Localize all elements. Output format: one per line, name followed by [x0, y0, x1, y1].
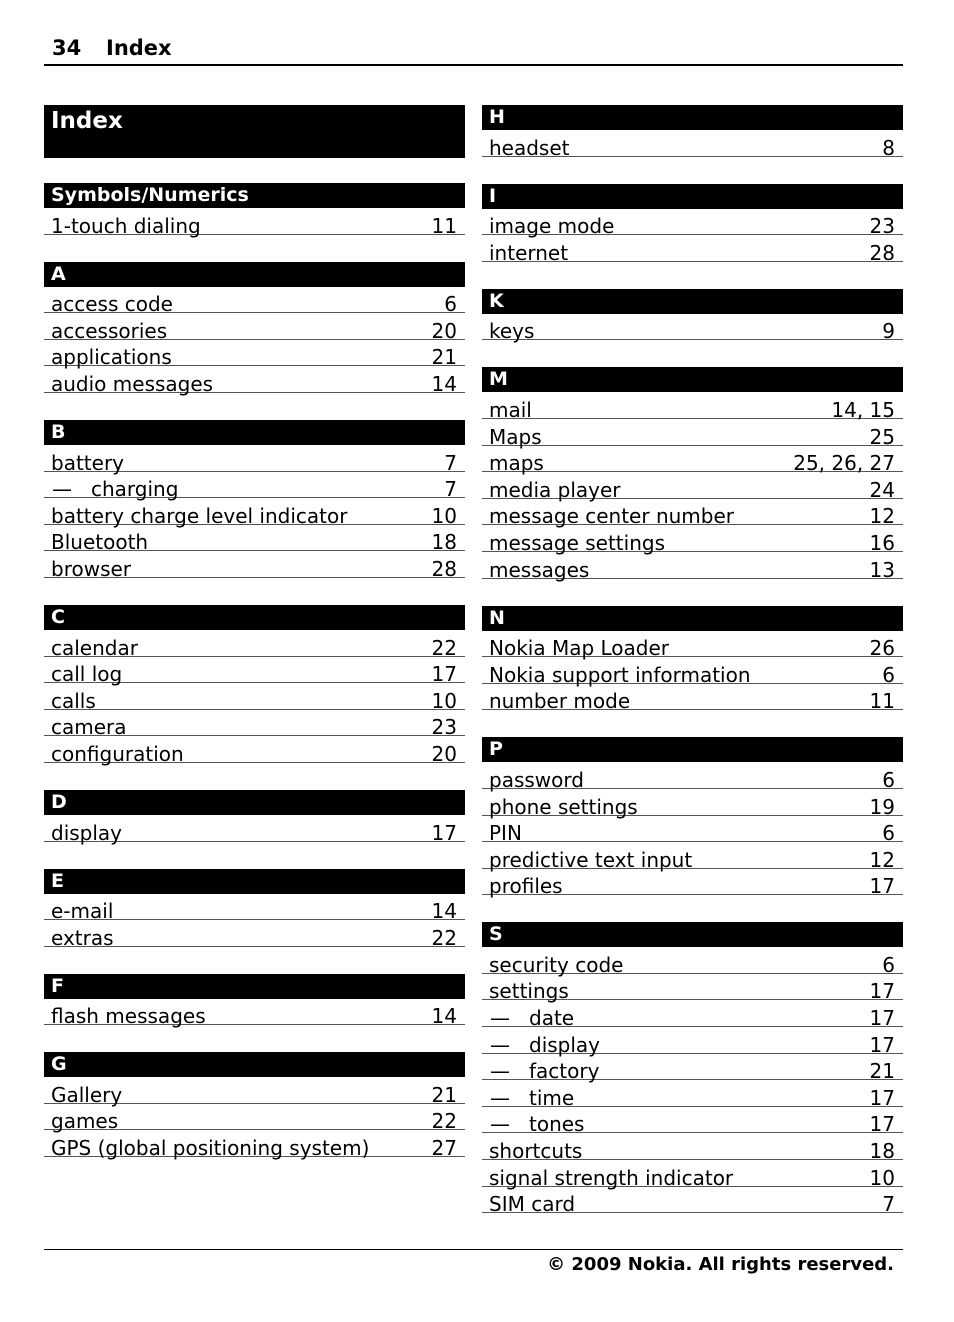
entry-term: Bluetooth: [51, 530, 149, 555]
index-right-column: [482, 105, 903, 1240]
index-entry: [44, 736, 465, 766]
entry-term: messages: [489, 557, 590, 582]
index-entry: [482, 1107, 903, 1137]
entry-page: 16: [869, 530, 895, 555]
page-header: [44, 36, 903, 66]
entry-term: camera: [51, 715, 127, 740]
entry-page: 25, 26, 27: [793, 451, 895, 476]
index-entry: [482, 684, 903, 714]
entry-term: phone settings: [489, 794, 638, 819]
entry-term: games: [51, 1109, 119, 1134]
sub-entry-dash: —: [490, 1032, 510, 1057]
entry-term: tones: [529, 1112, 585, 1137]
entry-page: 13: [869, 557, 895, 582]
entry-term: PIN: [489, 821, 522, 846]
entry-term: audio messages: [51, 371, 214, 396]
entry-term: Gallery: [51, 1082, 123, 1107]
section-heading: M: [482, 367, 903, 392]
index-entry: [482, 472, 903, 502]
index-entry: [482, 1160, 903, 1190]
index-title-block: [44, 105, 465, 158]
entry-term: browser: [51, 556, 132, 581]
index-section: [482, 367, 903, 582]
entry-term: time: [529, 1085, 575, 1110]
entry-page: 20: [431, 741, 457, 766]
entry-term: signal strength indicator: [489, 1165, 734, 1190]
entry-page: 9: [882, 319, 895, 344]
index-section: [44, 790, 465, 845]
index-section: [44, 974, 465, 1029]
entry-page: 28: [869, 240, 895, 265]
entry-term: settings: [489, 979, 569, 1004]
index-entry: [44, 657, 465, 687]
index-entry: [482, 789, 903, 819]
entry-page: 8: [882, 135, 895, 160]
entry-page: 11: [431, 213, 457, 238]
entry-term: battery charge level indicator: [51, 503, 348, 528]
index-entry: [44, 683, 465, 713]
index-section: [482, 105, 903, 160]
entry-page: 14, 15: [831, 397, 895, 422]
index-entry: [482, 1000, 903, 1031]
entry-page: 12: [869, 504, 895, 529]
sub-entry-dash: —: [490, 1085, 510, 1110]
entry-page: 7: [444, 477, 457, 502]
entry-page: 18: [431, 530, 457, 555]
section-heading: I: [482, 184, 903, 209]
index-entry: [482, 209, 903, 239]
entry-term: call log: [51, 662, 123, 687]
entry-page: 25: [869, 424, 895, 449]
index-section: [44, 1052, 465, 1161]
entry-term: date: [529, 1006, 575, 1031]
entry-page: 6: [444, 292, 457, 317]
entry-term: extras: [51, 925, 114, 950]
entry-term: applications: [51, 345, 172, 370]
index-section: [482, 606, 903, 714]
entry-term: shortcuts: [489, 1139, 583, 1164]
entry-term: Nokia support information: [489, 662, 751, 687]
entry-term: flash messages: [51, 1004, 206, 1029]
index-entry: [44, 710, 465, 740]
sub-entry-dash: —: [52, 477, 72, 502]
index-section: [44, 420, 465, 581]
index-entry: [482, 974, 903, 1004]
entry-term: battery: [51, 450, 124, 475]
entry-term: image mode: [489, 214, 615, 239]
index-title: Index: [51, 108, 123, 134]
sub-entry-dash: —: [490, 1059, 510, 1084]
entry-page: 27: [431, 1136, 457, 1161]
entry-page: 17: [869, 1085, 895, 1110]
index-entry: [44, 472, 465, 502]
index-entry: [44, 340, 465, 370]
entry-page: 28: [431, 556, 457, 581]
index-entry: [482, 1054, 903, 1084]
entry-page: 20: [431, 318, 457, 343]
section-heading: D: [44, 790, 465, 815]
entry-page: 10: [431, 503, 457, 528]
index-entry: [44, 287, 465, 317]
entry-term: mail: [489, 397, 532, 422]
entry-page: 17: [869, 1112, 895, 1137]
entry-term: keys: [489, 319, 535, 344]
entry-page: 19: [869, 794, 895, 819]
section-heading: A: [44, 262, 465, 287]
entry-term: headset: [489, 135, 570, 160]
entry-page: 22: [431, 925, 457, 950]
index-entry: [482, 869, 903, 899]
index-entry: [482, 1133, 903, 1164]
copyright-notice: © 2009 Nokia. All rights reserved.: [547, 1254, 894, 1275]
entry-term: calls: [51, 688, 96, 713]
index-entry: [482, 552, 903, 582]
index-entry: [482, 631, 903, 661]
entry-page: 24: [869, 477, 895, 502]
index-entry: [482, 1187, 903, 1217]
entry-page: 21: [869, 1059, 895, 1084]
entry-page: 10: [869, 1165, 895, 1190]
sub-entry-dash: —: [490, 1006, 510, 1031]
entry-term: access code: [51, 292, 173, 317]
entry-term: security code: [489, 952, 624, 977]
section-heading: C: [44, 605, 465, 630]
index-left-column: [44, 105, 465, 1184]
index-entry: [482, 816, 903, 846]
index-section: [44, 605, 465, 766]
index-entry: [44, 366, 465, 396]
index-section: [482, 922, 903, 1217]
index-entry: [44, 815, 465, 845]
entry-page: 11: [869, 689, 895, 714]
header-title: Index: [106, 36, 172, 60]
entry-page: 6: [882, 767, 895, 792]
entry-page: 22: [431, 1109, 457, 1134]
entry-page: 6: [882, 952, 895, 977]
entry-term: maps: [489, 451, 544, 476]
entry-page: 17: [869, 1032, 895, 1057]
entry-term: message settings: [489, 530, 665, 555]
section-heading: K: [482, 289, 903, 314]
index-entry: [482, 446, 903, 476]
index-entry: [44, 999, 465, 1029]
index-entry: [482, 314, 903, 344]
index-entry: [482, 130, 903, 160]
entry-term: number mode: [489, 689, 631, 714]
entry-page: 12: [869, 847, 895, 872]
entry-page: 22: [431, 635, 457, 660]
index-entry: [482, 657, 903, 687]
entry-page: 10: [431, 688, 457, 713]
index-entry: [482, 1080, 903, 1110]
index-section: [482, 737, 903, 899]
entry-page: 7: [882, 1192, 895, 1217]
entry-term: GPS (global positioning system): [51, 1136, 370, 1161]
index-entry: [482, 762, 903, 792]
entry-page: 6: [882, 821, 895, 846]
index-section: [44, 869, 465, 950]
entry-term: message center number: [489, 504, 734, 529]
entry-term: 1-touch dialing: [51, 213, 201, 238]
entry-term: accessories: [51, 318, 168, 343]
index-entry: [482, 419, 903, 449]
index-section: [482, 289, 903, 344]
entry-page: 26: [869, 636, 895, 661]
index-entry: [44, 313, 465, 343]
entry-term: Maps: [489, 424, 542, 449]
entry-term: SIM card: [489, 1192, 576, 1217]
section-heading: E: [44, 869, 465, 894]
entry-term: predictive text input: [489, 847, 693, 872]
entry-term: display: [529, 1032, 601, 1057]
section-heading: G: [44, 1052, 465, 1077]
entry-term: charging: [91, 477, 179, 502]
entry-term: e-mail: [51, 899, 114, 924]
index-entry: [44, 525, 465, 555]
entry-term: display: [51, 820, 123, 845]
index-entry: [482, 499, 903, 529]
sub-entry-dash: —: [490, 1112, 510, 1137]
index-entry: [482, 235, 903, 265]
entry-term: internet: [489, 240, 569, 265]
section-heading: F: [44, 974, 465, 999]
index-entry: [482, 842, 903, 872]
entry-term: Nokia Map Loader: [489, 636, 670, 661]
entry-page: 17: [431, 662, 457, 687]
index-section: [482, 184, 903, 265]
entry-page: 23: [431, 715, 457, 740]
index-entry: [482, 525, 903, 555]
page-number: 34: [52, 36, 82, 60]
index-entry: [44, 894, 465, 924]
entry-page: 17: [431, 820, 457, 845]
entry-term: configuration: [51, 741, 184, 766]
index-entry: [44, 445, 465, 475]
entry-term: factory: [529, 1059, 600, 1084]
section-heading: S: [482, 922, 903, 947]
entry-page: 7: [444, 450, 457, 475]
entry-page: 17: [869, 1006, 895, 1031]
entry-page: 17: [869, 979, 895, 1004]
index-entry: [44, 920, 465, 950]
entry-page: 23: [869, 214, 895, 239]
entry-page: 14: [431, 371, 457, 396]
index-entry: [482, 392, 903, 422]
index-section: [44, 183, 465, 238]
entry-page: 14: [431, 1004, 457, 1029]
index-entry: [44, 498, 465, 528]
section-heading: N: [482, 606, 903, 631]
index-entry: [44, 630, 465, 660]
entry-page: 6: [882, 662, 895, 687]
section-heading: P: [482, 737, 903, 762]
entry-page: 21: [431, 345, 457, 370]
page-footer: [44, 1249, 903, 1275]
index-entry: [482, 947, 903, 977]
index-entry: [44, 1104, 465, 1134]
entry-term: password: [489, 767, 584, 792]
index-entry: [44, 1077, 465, 1107]
section-heading: Symbols/Numerics: [44, 183, 465, 208]
entry-page: 14: [431, 899, 457, 924]
entry-term: media player: [489, 477, 621, 502]
index-entry: [482, 1027, 903, 1057]
index-entry: [44, 551, 465, 581]
index-entry: [44, 1130, 465, 1161]
entry-term: calendar: [51, 635, 138, 660]
entry-term: profiles: [489, 874, 563, 899]
entry-page: 21: [431, 1082, 457, 1107]
section-heading: B: [44, 420, 465, 445]
section-heading: H: [482, 105, 903, 130]
index-entry: [44, 208, 465, 238]
entry-page: 18: [869, 1139, 895, 1164]
entry-page: 17: [869, 874, 895, 899]
index-section: [44, 262, 465, 396]
